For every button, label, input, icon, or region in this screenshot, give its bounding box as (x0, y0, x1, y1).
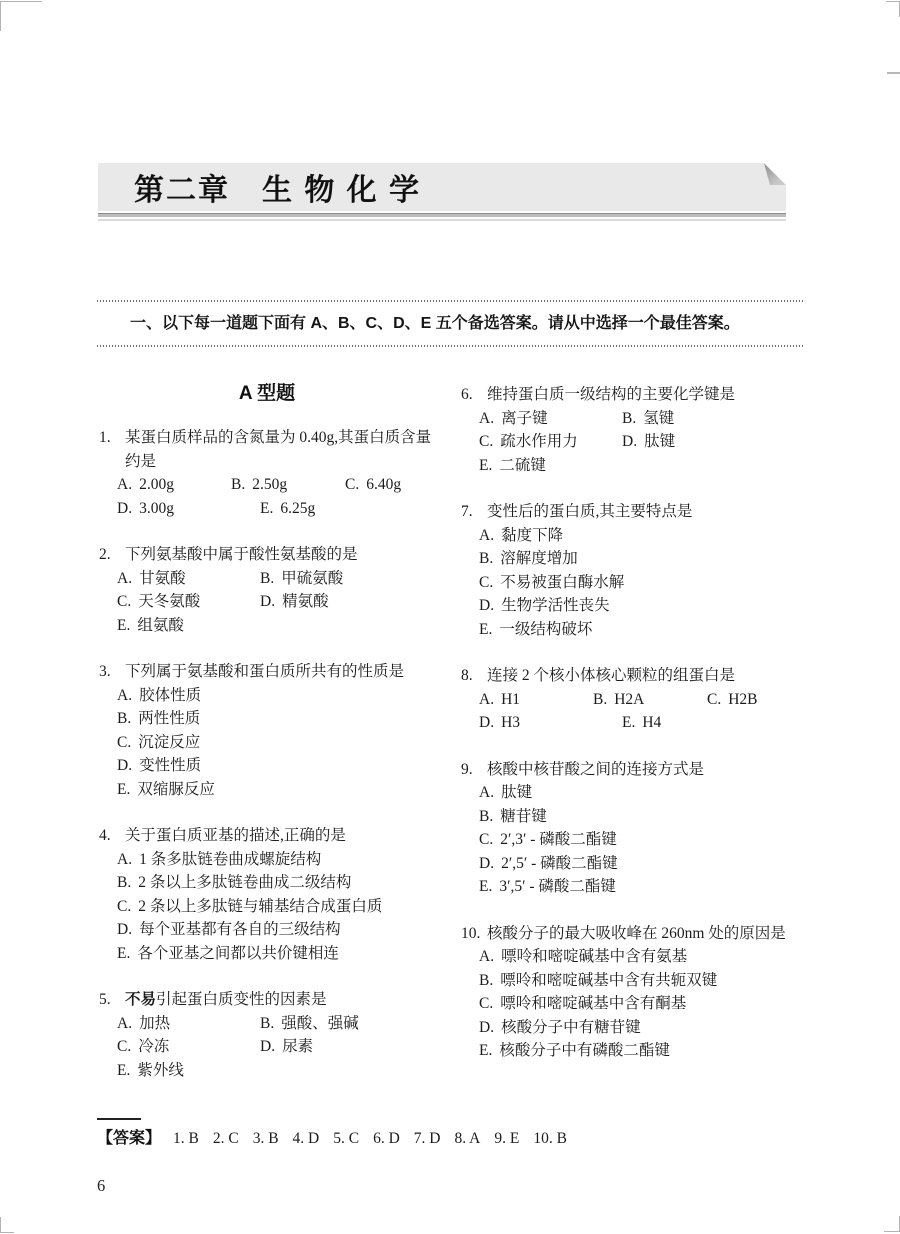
option-label: E. (117, 944, 131, 962)
option (479, 875, 616, 899)
column-left (97, 383, 437, 1105)
option-label: E. (117, 616, 131, 634)
question-number: 2. (99, 546, 111, 563)
option (117, 590, 260, 614)
question-number: 4. (99, 827, 111, 844)
option-row (479, 688, 805, 712)
answer-item: 5. C (333, 1130, 360, 1147)
question-columns (97, 383, 805, 1105)
option-label: E. (117, 780, 131, 798)
option-label: D. (260, 593, 276, 610)
option-row (479, 547, 805, 571)
option-label: C. (117, 1038, 132, 1055)
option (479, 1039, 670, 1063)
option (117, 567, 260, 591)
option (117, 848, 321, 872)
option (479, 618, 592, 642)
option-text: 组氨酸 (137, 616, 184, 634)
option (117, 1012, 260, 1036)
option-row (479, 711, 805, 735)
option-label: B. (260, 569, 275, 587)
option-label: B. (231, 476, 246, 493)
option-label: E. (117, 1061, 131, 1079)
question-options (479, 407, 805, 478)
option (260, 590, 403, 614)
option-text: 疏水作用力 (500, 433, 578, 450)
question-stem: 维持蛋白质一级结构的主要化学键是 (487, 386, 736, 403)
option-text: 二硫键 (499, 456, 546, 474)
question-stem: 下列氨基酸中属于酸性氨基酸的是 (125, 546, 358, 563)
answer-item: 3. B (252, 1130, 279, 1147)
option (622, 407, 765, 431)
question-stem: 核酸分子的最大吸收峰在 260nm 处的原因是 (487, 924, 786, 942)
questions-right (459, 383, 805, 1063)
option-text: 嘌呤和嘧啶碱基中含有共轭双键 (500, 971, 718, 989)
option-row (117, 942, 437, 966)
answer-item: 10. B (533, 1130, 567, 1147)
question-options (117, 473, 437, 520)
option (479, 571, 624, 595)
option-text: 肽键 (501, 784, 533, 801)
option-label: C. (479, 831, 494, 848)
option-text: 溶解度增加 (500, 550, 578, 567)
option-text: 甘氨酸 (139, 569, 186, 587)
option-row (117, 731, 437, 755)
option-text: H1 (501, 690, 521, 708)
option-label: A. (117, 476, 133, 493)
option-label: A. (479, 690, 495, 708)
option-row (479, 618, 805, 642)
question-number: 3. (99, 663, 111, 680)
option-label: D. (117, 757, 133, 774)
option-text: 6.25g (280, 499, 316, 517)
option-text: 两性性质 (138, 710, 201, 727)
option-text: 天冬氨酸 (138, 593, 201, 610)
option-row (117, 871, 437, 895)
option-label: C. (345, 476, 360, 493)
question-stem: 某蛋白质样品的含氮量为 0.40g,其蛋白质含量约是 (125, 429, 432, 470)
option-label: B. (117, 710, 132, 727)
option (479, 781, 532, 805)
option-text: 肽键 (644, 433, 676, 450)
option (117, 497, 260, 521)
question (97, 426, 437, 520)
option (479, 945, 687, 969)
option-label: E. (479, 620, 493, 638)
crop-mark-bottom-right (884, 1216, 900, 1232)
option-label: C. (117, 593, 132, 610)
option (117, 731, 200, 755)
answer-item: 4. D (292, 1130, 320, 1147)
option-text: 核酸分子中有糖苷键 (501, 1018, 641, 1036)
option (479, 852, 618, 876)
crop-mark-right-edge (887, 72, 900, 74)
option-row (479, 407, 805, 431)
option-text: 3′,5′ - 磷酸二酯键 (499, 878, 616, 895)
option (231, 473, 345, 497)
option-text: H3 (501, 714, 521, 731)
option-row (479, 969, 805, 993)
option-label: E. (479, 878, 493, 895)
option-text: H2A (614, 690, 645, 708)
questions-left (97, 426, 437, 1082)
option-label: D. (479, 597, 495, 614)
question-number: 9. (461, 760, 473, 778)
option-label: A. (479, 948, 495, 965)
option-row (479, 1039, 805, 1063)
option-label: B. (479, 971, 494, 989)
crop-mark-top-right (886, 1, 900, 17)
option-label: D. (117, 499, 133, 517)
option-text: 甲硫氨酸 (281, 569, 344, 587)
question-options (479, 524, 805, 642)
question-options (117, 567, 437, 638)
option-text: 1 条多肽链卷曲成螺旋结构 (139, 850, 322, 868)
option (117, 473, 231, 497)
option (117, 684, 201, 708)
option (117, 895, 382, 919)
question (459, 922, 805, 1063)
option-row (117, 590, 437, 614)
option (479, 407, 622, 431)
option-text: 各个亚基之间都以共价键相连 (137, 944, 339, 962)
option-label: E. (622, 714, 636, 731)
question-stem: 不易引起蛋白质变性的因素是 (125, 991, 327, 1008)
question-number: 7. (461, 503, 473, 520)
question-stem-bold: 不易 (125, 991, 157, 1008)
option-row (479, 875, 805, 899)
option-text: 胶体性质 (139, 686, 202, 704)
question (459, 664, 805, 735)
option-text: 3.00g (139, 499, 174, 517)
option-row (479, 524, 805, 548)
option (479, 1016, 641, 1040)
question-stem: 核酸中核苷酸之间的连接方式是 (487, 760, 705, 778)
option-label: D. (117, 921, 133, 938)
option-row (117, 684, 437, 708)
option-text: 核酸分子中有磷酸二酯键 (499, 1042, 670, 1059)
option-label: A. (117, 686, 133, 704)
option-text: 精氨酸 (282, 593, 329, 610)
option-text: H2B (728, 690, 758, 708)
option (117, 778, 215, 802)
option-text: H4 (642, 714, 662, 731)
option-label: B. (117, 874, 132, 891)
option (260, 497, 403, 521)
option-label: C. (117, 733, 132, 751)
option-text: 沉淀反应 (138, 733, 201, 751)
answers-rule (97, 1118, 141, 1120)
option-label: B. (593, 690, 608, 708)
dotted-rule-top (97, 300, 805, 302)
question-stem: 变性后的蛋白质,其主要特点是 (487, 503, 693, 520)
question-options (479, 781, 805, 899)
answer-item: 2. C (212, 1130, 239, 1147)
option-row (117, 1059, 437, 1083)
option-row (117, 754, 437, 778)
question-stem: 关于蛋白质亚基的描述,正确的是 (125, 827, 346, 844)
answers-list (173, 1130, 581, 1147)
option (479, 594, 610, 618)
question-options (479, 945, 805, 1063)
question-number: 5. (99, 991, 111, 1008)
option-text: 变性性质 (139, 757, 202, 774)
option-label: C. (479, 995, 494, 1012)
question-options (117, 848, 437, 966)
chapter-title: 第二章 生 物 化 学 (134, 174, 422, 207)
question-options (479, 688, 805, 735)
question (97, 824, 437, 965)
option-text: 糖苷键 (500, 807, 547, 825)
option-label: B. (479, 550, 494, 567)
option-text: 每个亚基都有各自的三级结构 (139, 921, 341, 938)
option-label: A. (117, 1014, 133, 1032)
option-label: E. (479, 1042, 493, 1059)
option-row (117, 1035, 437, 1059)
option-text: 强酸、强碱 (281, 1014, 359, 1032)
question (97, 988, 437, 1082)
option-text: 2 条以上多肽链与辅基结合成蛋白质 (138, 897, 383, 915)
page-body (97, 300, 805, 1196)
option (479, 688, 593, 712)
option-row (117, 497, 437, 521)
chapter-header (98, 163, 786, 221)
option-row (117, 473, 437, 497)
question (97, 660, 437, 801)
option (479, 828, 617, 852)
option (117, 614, 184, 638)
option-label: A. (479, 409, 495, 427)
header-rule-thick (98, 213, 786, 217)
answer-item: 9. E (494, 1130, 520, 1147)
option-text: 嘌呤和嘧啶碱基中含有酮基 (500, 995, 687, 1012)
option-text: 嘌呤和嘧啶碱基中含有氨基 (501, 948, 688, 965)
option (479, 547, 578, 571)
option-text: 2′,5′ - 磷酸二酯键 (501, 854, 618, 872)
option (479, 454, 546, 478)
option-text: 2′,3′ - 磷酸二酯键 (500, 831, 617, 848)
crop-mark-bottom-left (0, 1217, 14, 1233)
option (622, 711, 765, 735)
option-text: 一级结构破坏 (499, 620, 593, 638)
option (260, 1035, 403, 1059)
option (117, 871, 351, 895)
option (117, 707, 200, 731)
option (117, 1059, 184, 1083)
option (345, 473, 459, 497)
option-text: 2 条以上多肽链卷曲成二级结构 (138, 874, 352, 891)
answer-item: 7. D (413, 1130, 441, 1147)
question-number: 1. (99, 429, 111, 446)
option-label: B. (260, 1014, 275, 1032)
option (622, 430, 765, 454)
option-row (479, 430, 805, 454)
option-label: A. (117, 850, 133, 868)
option (479, 524, 563, 548)
option-row (479, 828, 805, 852)
answers-section (97, 1118, 805, 1150)
option-label: D. (479, 1018, 495, 1036)
column-right (459, 383, 805, 1105)
option-row (479, 781, 805, 805)
question-number: 6. (461, 386, 473, 403)
option-row (117, 567, 437, 591)
header-rule-thin (98, 219, 786, 221)
option-label: B. (622, 409, 637, 427)
option (479, 711, 622, 735)
option (479, 969, 717, 993)
option-label: D. (260, 1038, 276, 1055)
option-label: D. (622, 433, 638, 450)
option-label: E. (260, 499, 274, 517)
option-text: 黏度下降 (501, 526, 564, 544)
option-row (479, 852, 805, 876)
option-text: 双缩脲反应 (137, 780, 215, 798)
option (260, 1012, 403, 1036)
option (117, 754, 201, 778)
option-label: D. (479, 854, 495, 872)
option (479, 992, 686, 1016)
option-label: C. (117, 897, 132, 915)
option-label: A. (117, 569, 133, 587)
option (117, 942, 339, 966)
option (479, 430, 622, 454)
option (707, 688, 821, 712)
question-options (117, 1012, 437, 1083)
option-label: C. (707, 690, 722, 708)
option-row (117, 918, 437, 942)
option-row (479, 594, 805, 618)
question (459, 383, 805, 477)
option (593, 688, 707, 712)
option-text: 紫外线 (137, 1061, 184, 1079)
option-text: 生物学活性丧失 (501, 597, 610, 614)
option-label: A. (479, 526, 495, 544)
question-options (117, 684, 437, 802)
question (97, 543, 437, 637)
option-row (479, 945, 805, 969)
option-row (117, 1012, 437, 1036)
answers-line (97, 1128, 805, 1150)
option-row (479, 805, 805, 829)
question-number: 8. (461, 667, 473, 684)
option-text: 6.40g (366, 476, 402, 493)
option-label: A. (479, 784, 495, 801)
option-row (117, 707, 437, 731)
answer-item: 6. D (373, 1130, 400, 1147)
option-row (117, 848, 437, 872)
option-row (117, 778, 437, 802)
option-row (479, 454, 805, 478)
option-row (479, 992, 805, 1016)
page-number: 6 (97, 1176, 106, 1195)
answer-item: 1. B (173, 1130, 199, 1147)
option-text: 冷冻 (138, 1038, 170, 1055)
option-label: D. (479, 714, 495, 731)
section-instruction: 一、以下每一道题下面有 A、B、C、D、E 五个备选答案。请从中选择一个最佳答案。 (130, 315, 740, 332)
option (117, 918, 341, 942)
section-heading: A 型题 (238, 383, 296, 404)
option-text: 不易被蛋白酶水解 (500, 573, 625, 591)
option-row (479, 571, 805, 595)
option-text: 离子键 (501, 409, 548, 427)
crop-mark-top-left (0, 1, 42, 31)
option-row (479, 1016, 805, 1040)
option-label: C. (479, 433, 494, 450)
question (459, 758, 805, 899)
chapter-title-bar (98, 163, 786, 211)
option-text: 2.50g (252, 476, 288, 493)
option (260, 567, 403, 591)
option-text: 氢键 (643, 409, 675, 427)
dotted-rule-bottom (97, 345, 805, 347)
option (479, 805, 547, 829)
option-label: E. (479, 456, 493, 474)
answers-label: 【答案】 (97, 1130, 162, 1147)
answer-item: 8. A (454, 1130, 481, 1147)
question (459, 500, 805, 641)
question-number: 10. (461, 924, 481, 942)
question-stem: 连接 2 个核小体核心颗粒的组蛋白是 (487, 667, 736, 684)
option-text: 加热 (139, 1014, 171, 1032)
option-text: 2.00g (139, 476, 174, 493)
question-stem: 下列属于氨基酸和蛋白质所共有的性质是 (125, 663, 405, 680)
option-text: 尿素 (282, 1038, 314, 1055)
option (117, 1035, 260, 1059)
option-label: B. (479, 807, 494, 825)
option-row (117, 895, 437, 919)
option-label: C. (479, 573, 494, 591)
option-row (117, 614, 437, 638)
